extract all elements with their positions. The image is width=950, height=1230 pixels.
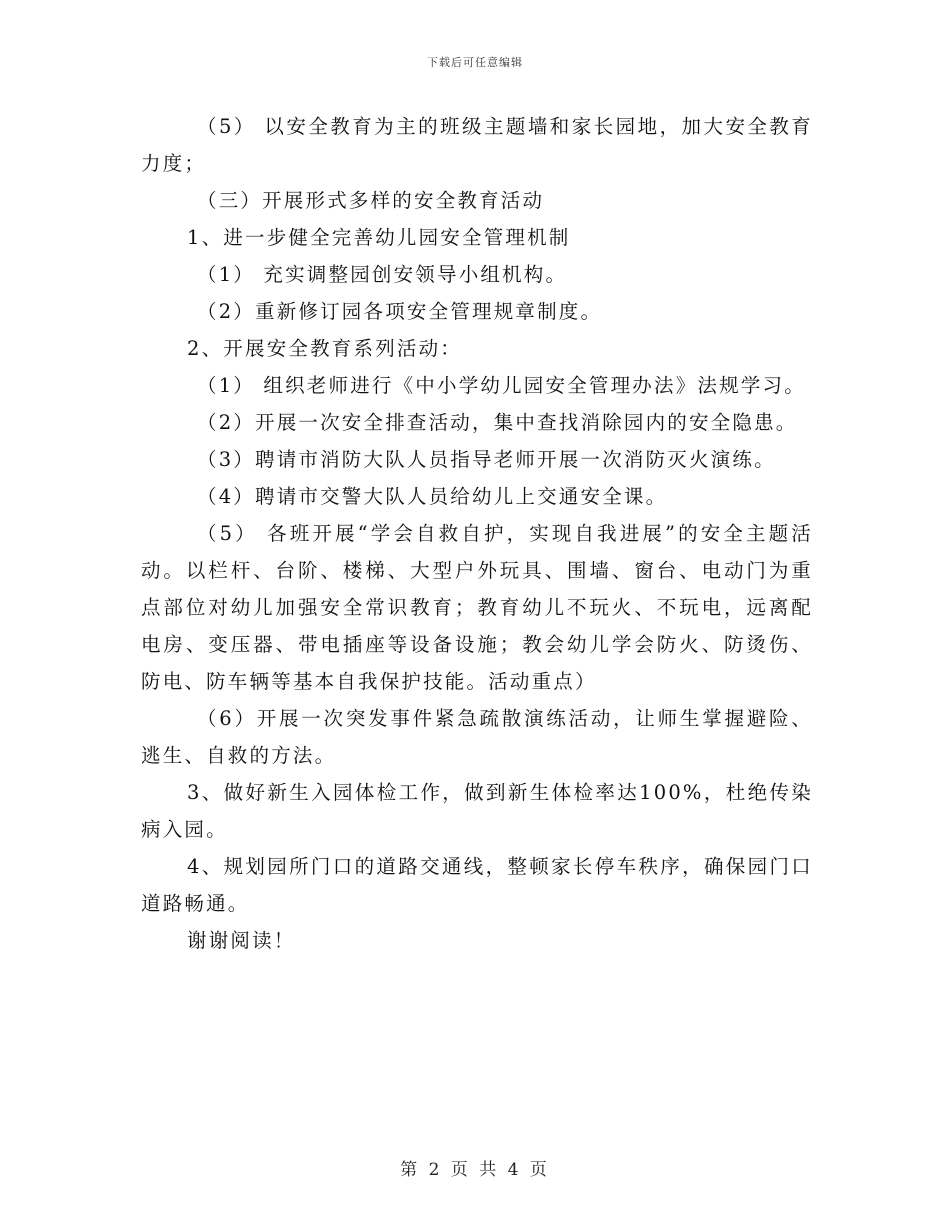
paragraph-item-5-theme-activity: （5） 各班开展“学会自救自护，实现自我进展”的安全主题活动。以栏杆、台阶、楼梯、大型户外玩具、围墙、窗台、电动门为重点部位对幼儿加强安全常识教育；教育幼儿不玩火、不玩电，远离配电房、变压器、带电插座等设备设施；教会幼儿学会防火、防烫伤、防电、防车辆等基本自我保护技能。活动重点） [141,522,813,693]
paragraph-item-5-theme-wall: （5） 以安全教育为主的班级主题墙和家长园地，加大安全教育力度； [141,115,813,175]
page-number-footer: 第 2 页 共 4 页 [400,1160,550,1180]
paragraph-item-4-traffic-class: （4）聘请市交警大队人员给幼儿上交通安全课。 [197,485,668,508]
document-body [141,108,813,959]
page-header: 下载后可任意编辑 [427,56,523,69]
paragraph-item-6-evacuation: （6）开展一次突发事件紧急疏散演练活动，让师生掌握避险、逃生、自救的方法。 [141,707,813,767]
paragraph-item-3-fire-drill: （3）聘请市消防大队人员指导老师开展一次消防灭火演练。 [197,448,776,471]
paragraph-thanks: 谢谢阅读！ [187,929,296,952]
section-heading-activities: （三）开展形式多样的安全教育活动 [197,189,545,212]
paragraph-item-2-regulations: （2）重新修订园各项安全管理规章制度。 [197,300,603,323]
paragraph-traffic-plan: 4、规划园所门口的道路交通线，整顿家长停车秩序，确保园门口道路畅通。 [141,855,813,915]
paragraph-item-1-leadership: （1） 充实调整园创安领导小组机构。 [197,263,568,286]
paragraph-item-1-study: （1） 组织老师进行《中小学幼儿园安全管理办法》法规学习。 [197,374,806,397]
paragraph-mechanism: 1、进一步健全完善幼儿园安全管理机制 [187,226,571,249]
paragraph-item-2-inspection: （2）开展一次安全排查活动，集中查找消除园内的安全隐患。 [197,411,798,434]
paragraph-series-activities: 2、开展安全教育系列活动： [187,337,463,360]
paragraph-health-check: 3、做好新生入园体检工作，做到新生体检率达100%，杜绝传染病入园。 [141,781,813,841]
